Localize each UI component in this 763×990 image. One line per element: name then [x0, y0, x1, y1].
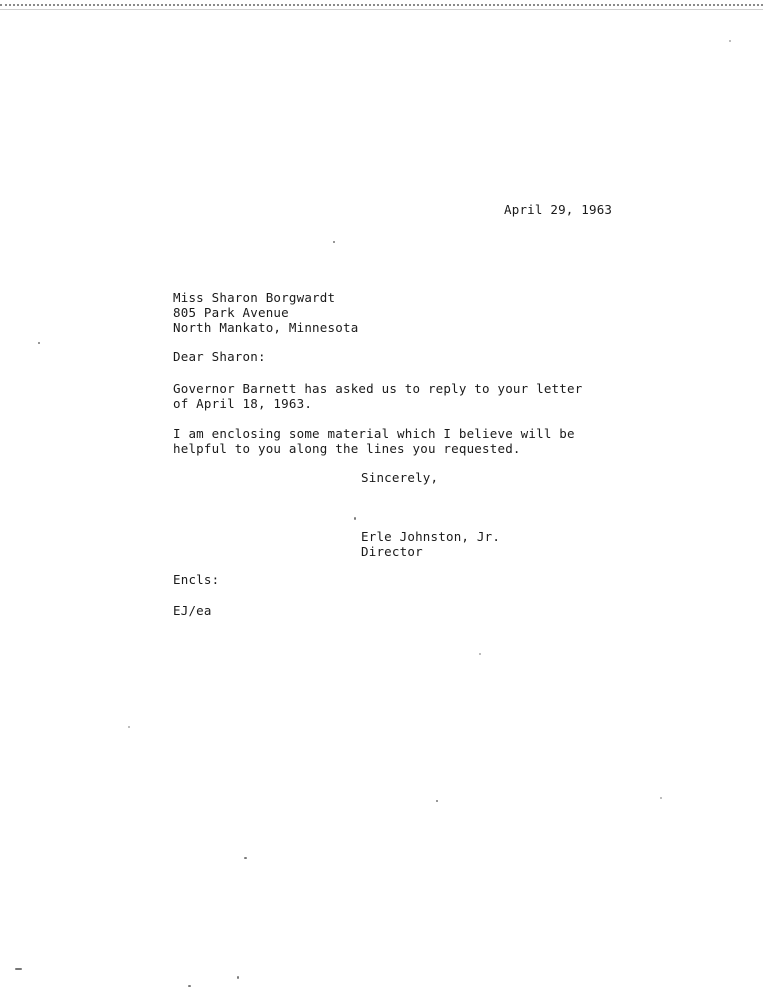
recipient-city: North Mankato, Minnesota	[173, 320, 359, 335]
scan-speck	[15, 968, 22, 970]
scan-speck	[354, 517, 356, 520]
salutation: Dear Sharon:	[173, 349, 266, 364]
reference-initials: EJ/ea	[173, 603, 212, 618]
recipient-street: 805 Park Avenue	[173, 305, 289, 320]
paragraph-2-line-2: helpful to you along the lines you requested.	[173, 441, 521, 456]
scan-speck	[729, 40, 731, 42]
scan-speck	[38, 342, 40, 344]
scan-speck	[244, 857, 247, 859]
scan-speck	[188, 985, 191, 987]
scan-speck	[479, 653, 481, 655]
scan-speck	[436, 800, 438, 802]
enclosure-notation: Encls:	[173, 572, 220, 587]
recipient-name: Miss Sharon Borgwardt	[173, 290, 336, 305]
paper-top-edge-line	[0, 9, 763, 10]
paragraph-2-line-1: I am enclosing some material which I believe will be	[173, 426, 575, 441]
letter-date: April 29, 1963	[504, 202, 613, 217]
signer-title: Director	[361, 544, 423, 559]
paper-top-edge	[0, 4, 763, 6]
closing: Sincerely,	[361, 470, 439, 485]
scan-speck	[333, 241, 335, 243]
paragraph-1-line-2: of April 18, 1963.	[173, 396, 313, 411]
paragraph-1-line-1: Governor Barnett has asked us to reply to your letter	[173, 381, 583, 396]
signer-name: Erle Johnston, Jr.	[361, 529, 501, 544]
scan-speck	[237, 976, 239, 979]
scan-speck	[128, 726, 130, 728]
scan-speck	[660, 797, 662, 799]
